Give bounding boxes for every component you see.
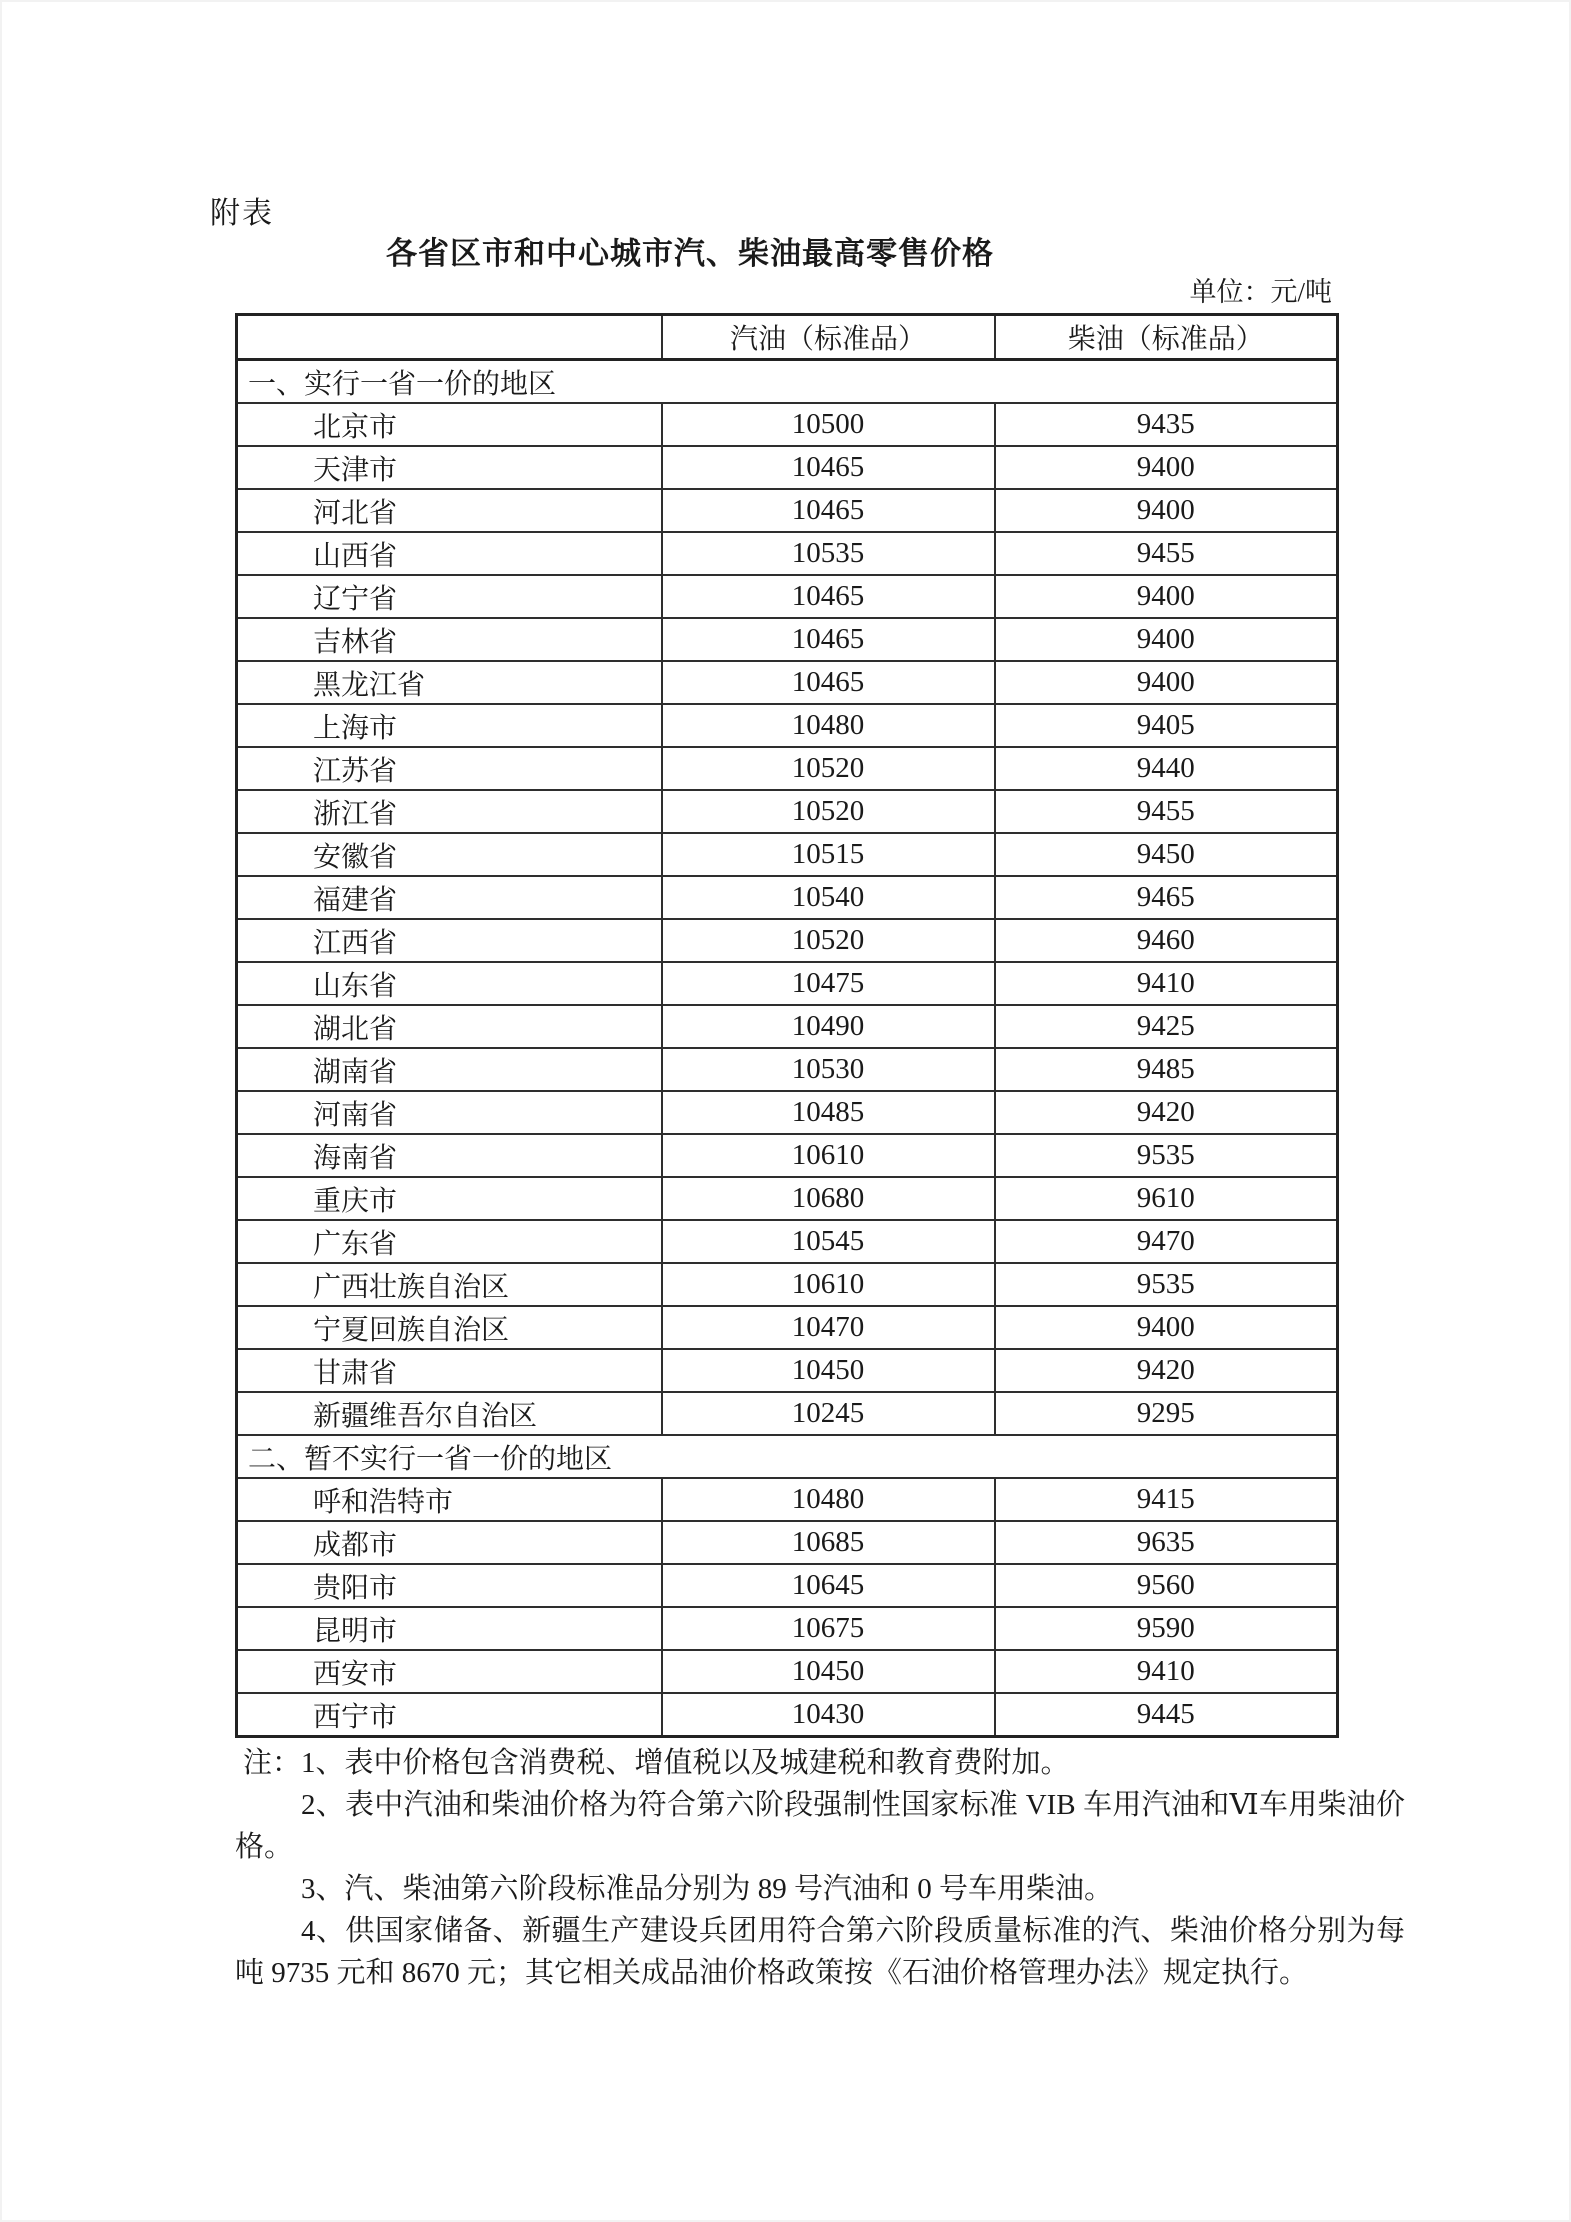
diesel-price-cell: 9460 bbox=[995, 919, 1338, 962]
diesel-price-cell: 9400 bbox=[995, 446, 1338, 489]
region-cell: 浙江省 bbox=[237, 790, 662, 833]
region-cell: 山东省 bbox=[237, 962, 662, 1005]
table-row bbox=[237, 747, 1338, 790]
gasoline-price-cell: 10465 bbox=[662, 446, 995, 489]
note-line: 注：1、表中价格包含消费税、增值税以及城建税和教育费附加。 bbox=[243, 1747, 1070, 1779]
diesel-price-cell: 9400 bbox=[995, 1306, 1338, 1349]
region-cell: 甘肃省 bbox=[237, 1349, 662, 1392]
table-row bbox=[237, 446, 1338, 489]
region-cell: 西宁市 bbox=[237, 1693, 662, 1737]
table-row bbox=[237, 962, 1338, 1005]
gasoline-price-cell: 10465 bbox=[662, 618, 995, 661]
region-cell: 呼和浩特市 bbox=[237, 1478, 662, 1521]
region-cell: 黑龙江省 bbox=[237, 661, 662, 704]
diesel-price-cell: 9295 bbox=[995, 1392, 1338, 1435]
note-line: 3、汽、柴油第六阶段标准品分别为 89 号汽油和 0 号车用柴油。 bbox=[301, 1873, 1114, 1905]
table-row bbox=[237, 919, 1338, 962]
region-cell: 吉林省 bbox=[237, 618, 662, 661]
section-header-label: 一、实行一省一价的地区 bbox=[237, 360, 1338, 404]
table-row bbox=[237, 790, 1338, 833]
table-row bbox=[237, 1650, 1338, 1693]
note-line: 2、表中汽油和柴油价格为符合第六阶段强制性国家标准 VIB 车用汽油和Ⅵ车用柴油价 bbox=[301, 1789, 1405, 1821]
diesel-price-cell: 9485 bbox=[995, 1048, 1338, 1091]
diesel-price-cell: 9610 bbox=[995, 1177, 1338, 1220]
table-row bbox=[237, 1220, 1338, 1263]
region-cell: 新疆维吾尔自治区 bbox=[237, 1392, 662, 1435]
gasoline-price-cell: 10520 bbox=[662, 790, 995, 833]
gasoline-price-cell: 10545 bbox=[662, 1220, 995, 1263]
region-cell: 宁夏回族自治区 bbox=[237, 1306, 662, 1349]
gasoline-price-cell: 10610 bbox=[662, 1263, 995, 1306]
table-row bbox=[237, 575, 1338, 618]
table-row bbox=[237, 1005, 1338, 1048]
gasoline-price-cell: 10680 bbox=[662, 1177, 995, 1220]
region-cell: 北京市 bbox=[237, 403, 662, 446]
region-cell: 上海市 bbox=[237, 704, 662, 747]
diesel-price-cell: 9400 bbox=[995, 489, 1338, 532]
table-row bbox=[237, 403, 1338, 446]
gasoline-price-cell: 10470 bbox=[662, 1306, 995, 1349]
table-header-row bbox=[237, 315, 1338, 360]
table-row bbox=[237, 532, 1338, 575]
gasoline-price-cell: 10465 bbox=[662, 575, 995, 618]
notes-block bbox=[235, 1742, 1407, 1994]
gasoline-price-cell: 10430 bbox=[662, 1693, 995, 1737]
gasoline-price-cell: 10520 bbox=[662, 919, 995, 962]
region-cell: 河北省 bbox=[237, 489, 662, 532]
table-row bbox=[237, 1693, 1338, 1737]
diesel-price-cell: 9420 bbox=[995, 1091, 1338, 1134]
diesel-price-cell: 9590 bbox=[995, 1607, 1338, 1650]
diesel-price-cell: 9535 bbox=[995, 1263, 1338, 1306]
diesel-price-cell: 9400 bbox=[995, 575, 1338, 618]
gasoline-price-cell: 10450 bbox=[662, 1650, 995, 1693]
diesel-price-cell: 9470 bbox=[995, 1220, 1338, 1263]
diesel-price-cell: 9410 bbox=[995, 962, 1338, 1005]
gasoline-price-cell: 10450 bbox=[662, 1349, 995, 1392]
section-header-label: 二、暂不实行一省一价的地区 bbox=[237, 1435, 1338, 1478]
region-cell: 昆明市 bbox=[237, 1607, 662, 1650]
table-row bbox=[237, 1134, 1338, 1177]
region-cell: 广东省 bbox=[237, 1220, 662, 1263]
diesel-price-cell: 9415 bbox=[995, 1478, 1338, 1521]
region-cell: 重庆市 bbox=[237, 1177, 662, 1220]
appendix-label: 附表 bbox=[210, 197, 274, 230]
region-cell: 辽宁省 bbox=[237, 575, 662, 618]
diesel-price-cell: 9400 bbox=[995, 661, 1338, 704]
region-cell: 海南省 bbox=[237, 1134, 662, 1177]
gasoline-price-cell: 10610 bbox=[662, 1134, 995, 1177]
column-header-diesel: 柴油（标准品） bbox=[995, 315, 1338, 360]
table-row bbox=[237, 1263, 1338, 1306]
region-cell: 福建省 bbox=[237, 876, 662, 919]
diesel-price-cell: 9425 bbox=[995, 1005, 1338, 1048]
region-cell: 成都市 bbox=[237, 1521, 662, 1564]
diesel-price-cell: 9535 bbox=[995, 1134, 1338, 1177]
diesel-price-cell: 9560 bbox=[995, 1564, 1338, 1607]
diesel-price-cell: 9410 bbox=[995, 1650, 1338, 1693]
region-cell: 湖南省 bbox=[237, 1048, 662, 1091]
table-row bbox=[237, 833, 1338, 876]
section-header-row bbox=[237, 1435, 1338, 1478]
note-line: 吨 9735 元和 8670 元；其它相关成品油价格政策按《石油价格管理办法》规定执行。 bbox=[235, 1957, 1309, 1989]
unit-note: 单位：元/吨 bbox=[1189, 277, 1332, 307]
diesel-price-cell: 9455 bbox=[995, 532, 1338, 575]
column-header-region bbox=[237, 315, 662, 360]
region-cell: 天津市 bbox=[237, 446, 662, 489]
section-header-row bbox=[237, 360, 1338, 404]
diesel-price-cell: 9440 bbox=[995, 747, 1338, 790]
region-cell: 西安市 bbox=[237, 1650, 662, 1693]
page-title: 各省区市和中心城市汽、柴油最高零售价格 bbox=[386, 236, 994, 271]
price-table bbox=[235, 313, 1339, 1738]
table-row bbox=[237, 1607, 1338, 1650]
region-cell: 贵阳市 bbox=[237, 1564, 662, 1607]
diesel-price-cell: 9435 bbox=[995, 403, 1338, 446]
gasoline-price-cell: 10500 bbox=[662, 403, 995, 446]
table-row bbox=[237, 1349, 1338, 1392]
gasoline-price-cell: 10535 bbox=[662, 532, 995, 575]
table-row bbox=[237, 876, 1338, 919]
table-row bbox=[237, 1392, 1338, 1435]
table-row bbox=[237, 1177, 1338, 1220]
region-cell: 湖北省 bbox=[237, 1005, 662, 1048]
gasoline-price-cell: 10520 bbox=[662, 747, 995, 790]
diesel-price-cell: 9455 bbox=[995, 790, 1338, 833]
gasoline-price-cell: 10465 bbox=[662, 661, 995, 704]
diesel-price-cell: 9445 bbox=[995, 1693, 1338, 1737]
region-cell: 江西省 bbox=[237, 919, 662, 962]
gasoline-price-cell: 10490 bbox=[662, 1005, 995, 1048]
table-row bbox=[237, 1091, 1338, 1134]
table-row bbox=[237, 1521, 1338, 1564]
table-row bbox=[237, 489, 1338, 532]
table-row bbox=[237, 1048, 1338, 1091]
gasoline-price-cell: 10480 bbox=[662, 1478, 995, 1521]
column-header-gasoline: 汽油（标准品） bbox=[662, 315, 995, 360]
region-cell: 广西壮族自治区 bbox=[237, 1263, 662, 1306]
gasoline-price-cell: 10485 bbox=[662, 1091, 995, 1134]
diesel-price-cell: 9450 bbox=[995, 833, 1338, 876]
region-cell: 河南省 bbox=[237, 1091, 662, 1134]
table-row bbox=[237, 661, 1338, 704]
note-line: 4、供国家储备、新疆生产建设兵团用符合第六阶段质量标准的汽、柴油价格分别为每 bbox=[301, 1915, 1405, 1947]
gasoline-price-cell: 10245 bbox=[662, 1392, 995, 1435]
diesel-price-cell: 9465 bbox=[995, 876, 1338, 919]
gasoline-price-cell: 10645 bbox=[662, 1564, 995, 1607]
gasoline-price-cell: 10675 bbox=[662, 1607, 995, 1650]
gasoline-price-cell: 10685 bbox=[662, 1521, 995, 1564]
table-row bbox=[237, 1478, 1338, 1521]
table-row bbox=[237, 1564, 1338, 1607]
diesel-price-cell: 9400 bbox=[995, 618, 1338, 661]
region-cell: 山西省 bbox=[237, 532, 662, 575]
diesel-price-cell: 9635 bbox=[995, 1521, 1338, 1564]
gasoline-price-cell: 10540 bbox=[662, 876, 995, 919]
gasoline-price-cell: 10475 bbox=[662, 962, 995, 1005]
region-cell: 安徽省 bbox=[237, 833, 662, 876]
region-cell: 江苏省 bbox=[237, 747, 662, 790]
diesel-price-cell: 9405 bbox=[995, 704, 1338, 747]
table-row bbox=[237, 704, 1338, 747]
note-line: 格。 bbox=[235, 1831, 294, 1863]
table-row bbox=[237, 618, 1338, 661]
gasoline-price-cell: 10480 bbox=[662, 704, 995, 747]
gasoline-price-cell: 10515 bbox=[662, 833, 995, 876]
table-row bbox=[237, 1306, 1338, 1349]
gasoline-price-cell: 10465 bbox=[662, 489, 995, 532]
gasoline-price-cell: 10530 bbox=[662, 1048, 995, 1091]
diesel-price-cell: 9420 bbox=[995, 1349, 1338, 1392]
